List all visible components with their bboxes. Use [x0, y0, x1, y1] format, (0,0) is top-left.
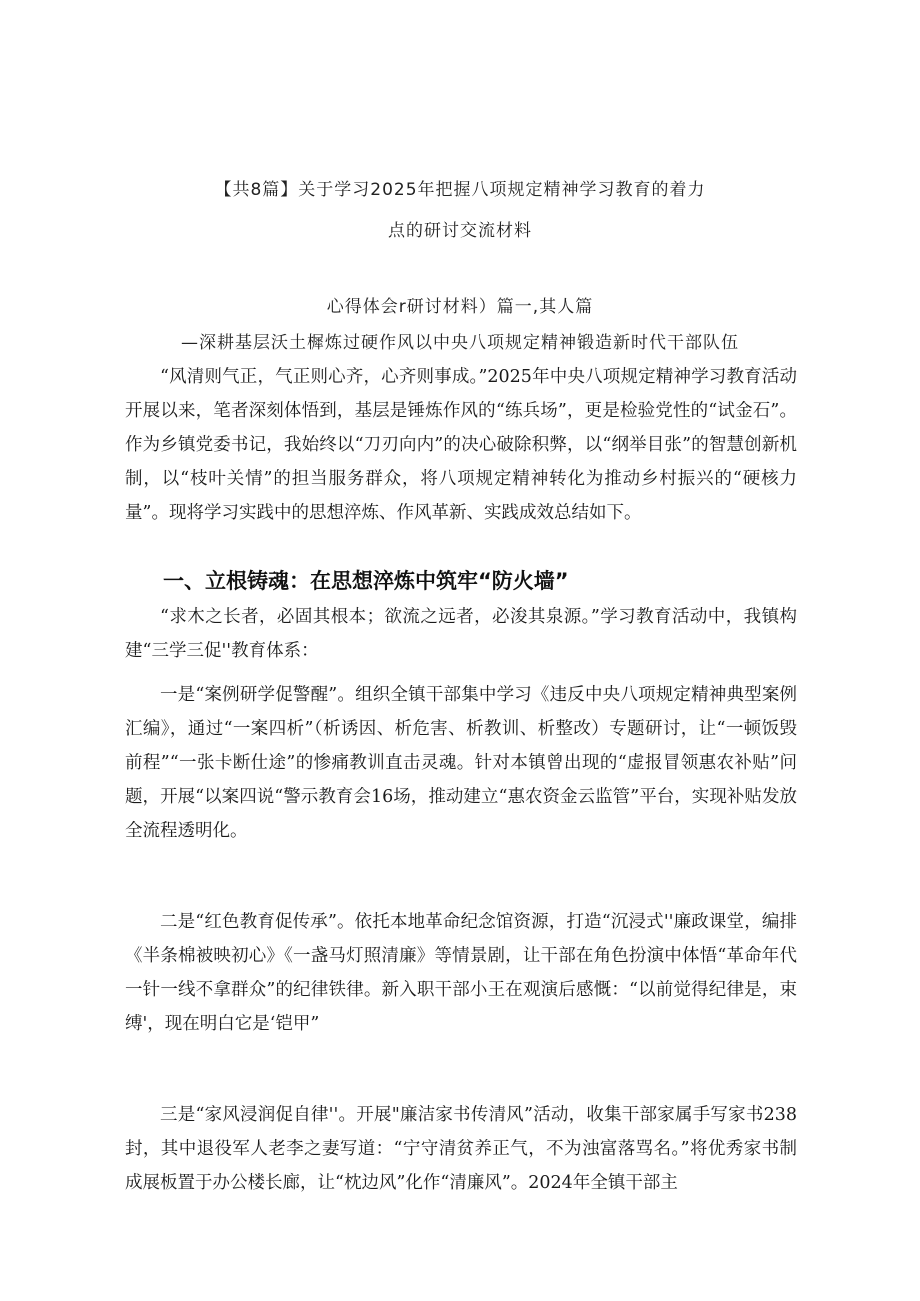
intro-paragraph: “风清则气正，气正则心齐，心齐则事成。”2025年中央八项规定精神学习教育活动开展以来，笔者深刻体悟到，基层是锤炼作风的“练兵场”，更是检验党性的“试金石”。作为乡镇党委书记，我始终以“刀刃向内”的决心破除积弊，以“纲举目张”的智慧创新机制，以“枝叶关情”的担当服务群众，将八项规定精神转化为推动乡村振兴的“硬核力量”。现将学习实践中的思想淬炼、作风革新、实践成效总结如下。	[125, 367, 797, 523]
section-heading-1: 一、立根铸魂：在思想淬炼中筑牢“防火墙”	[163, 569, 569, 593]
section1-intro-paragraph: “求木之长者，必固其根本；欲流之远者，必浚其泉源。”学习教育活动中，我镇构建“三学三促''教育体系：	[125, 607, 797, 661]
point-paragraph-1: 一是“案例研学促警醒”。组织全镇干部集中学习《违反中央八项规定精神典型案例汇编》，通过“一案四析”（析诱因、析危害、析教训、析整改）专题研讨，让“一顿饭毁前程”“一张卡断仕途”的惨痛教训直击灵魂。针对本镇曾出现的“虚报冒领惠农补贴”问题，开展“以案四说“警示教育会16场，推动建立“惠农资金云监管”平台，实现补贴发放全流程透明化。	[125, 685, 797, 841]
article-subheading: 心得体会r研讨材料）篇一,其人篇	[326, 297, 594, 317]
document-title-line1: 【共8篇】关于学习2025年把握八项规定精神学习教育的着力	[214, 180, 706, 200]
document-title-line2: 点的研讨交流材料	[388, 221, 532, 241]
point-paragraph-3: 三是“家风浸润促自律''。开展"廉洁家书传清风”活动，收集干部家属手写家书238封，其中退役军人老李之妻写道：“宁守清贫养正气，不为浊富落骂名。”将优秀家书制成展板置于办公楼长廊，让“枕边风”化作“清廉风”。2024年全镇干部主	[125, 1105, 797, 1193]
point-paragraph-2: 二是“红色教育促传承”。依托本地革命纪念馆资源，打造“沉浸式''廉政课堂，编排《半条棉被映初心》《一盏马灯照清廉》等情景剧，让干部在角色扮演中体悟“革命年代一针一线不拿群众”的纪律铁律。新入职干部小王在观演后感慨：“以前觉得纪律是，束缚'，现在明白它是‘铠甲”	[125, 912, 797, 1034]
article-theme-line: —深耕基层沃土樨炼过硬作风以中央八项规定精神锻造新时代干部队伍	[181, 333, 739, 353]
